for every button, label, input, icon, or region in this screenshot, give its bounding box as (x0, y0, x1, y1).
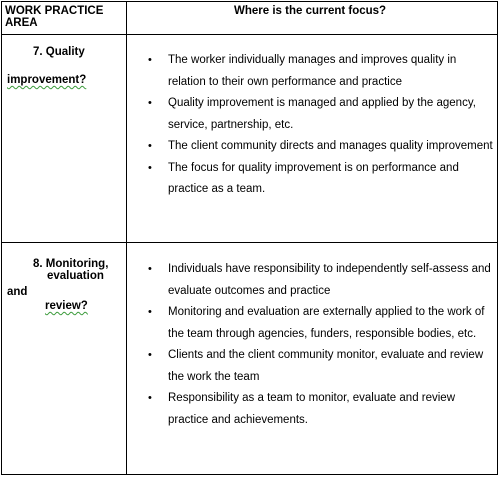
header-current-focus: Where is the current focus? (234, 5, 387, 17)
table-border-bottom (1, 474, 498, 475)
bullet-icon: • (148, 349, 152, 361)
list-item: • Quality improvement is managed and applied by the agency, service, partnership, etc. (168, 93, 494, 136)
bullet-icon: • (148, 161, 152, 174)
list-item: • The focus for quality improvement is on performance and practice as a team. (168, 158, 494, 201)
list-item: • The client community directs and manages quality improvement (168, 136, 494, 158)
row8-area-line4: review? (45, 300, 88, 312)
row7-area-subtitle: improvement? (7, 74, 87, 86)
bullet-icon: • (148, 392, 152, 404)
row8-area-line2: evaluation (47, 270, 104, 282)
bullet-icon: • (148, 306, 152, 318)
practice-table (1, 1, 498, 475)
column-divider (126, 1, 127, 475)
row8-area-title: 8. Monitoring, (33, 258, 109, 270)
bullet-icon: • (148, 263, 152, 275)
list-item: • Clients and the client community monitor, evaluate and review the work the team (168, 345, 494, 388)
table-border-left (1, 1, 2, 475)
row7-focus-list (148, 50, 494, 201)
list-item: • The worker individually manages and improves quality in relation to their own performance and practice (168, 50, 494, 93)
row-divider (1, 242, 498, 243)
list-item: • Responsibility as a team to monitor, evaluate and review practice and achievements. (168, 388, 494, 431)
list-item: • Individuals have responsibility to independently self-assess and evaluate outcomes and practice (168, 259, 494, 302)
table-border-right (497, 1, 498, 475)
row7-area-title: 7. Quality (33, 46, 85, 58)
bullet-icon: • (148, 140, 152, 152)
header-divider (1, 34, 498, 35)
list-item: • Monitoring and evaluation are externally applied to the work of the team through agencies, funders, responsible bodies, etc. (168, 302, 494, 345)
bullet-icon: • (148, 97, 152, 109)
bullet-icon: • (148, 54, 152, 66)
table-border-top (1, 1, 498, 2)
row8-area-line3: and (7, 286, 28, 298)
header-work-practice-line1: WORK PRACTICE (5, 5, 104, 17)
row8-focus-list (148, 259, 494, 431)
header-work-practice-line2: AREA (5, 17, 38, 29)
